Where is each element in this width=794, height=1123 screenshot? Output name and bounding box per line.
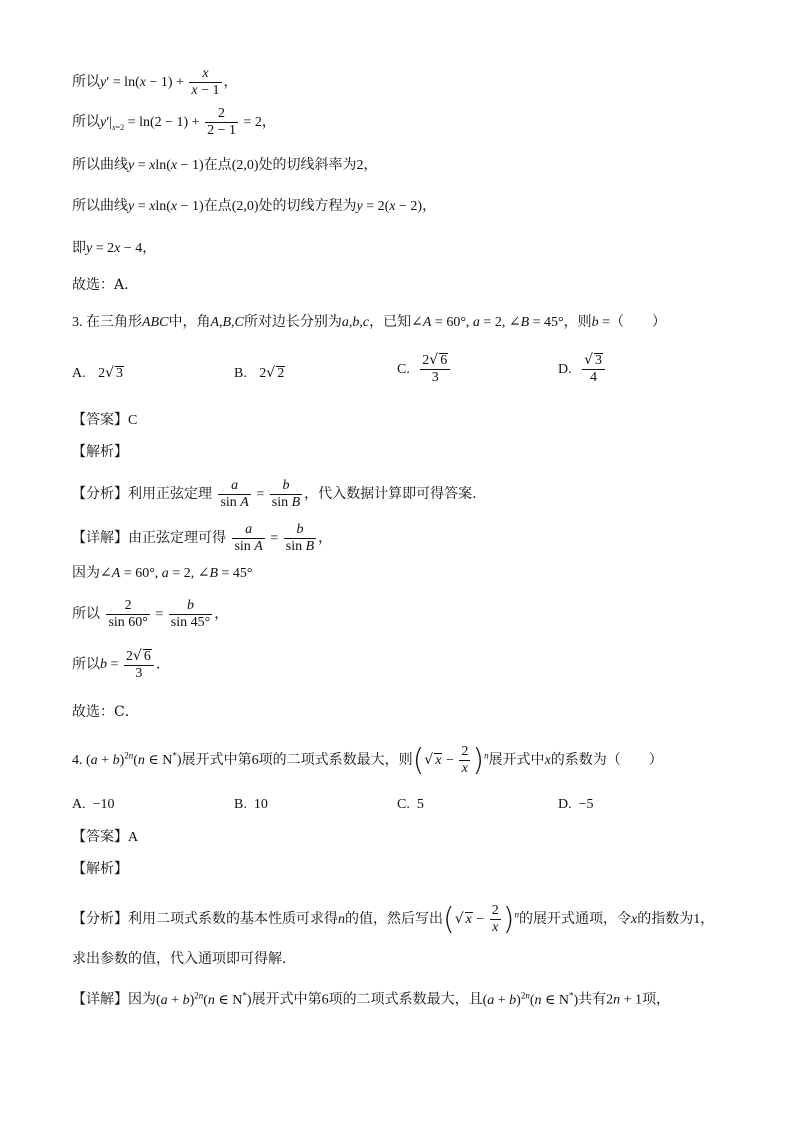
text: 展开式中第 [181, 751, 252, 768]
option-value: 5 [416, 797, 424, 812]
answer-tag: 【答案】 [72, 829, 128, 845]
option-label: D. [558, 797, 572, 812]
math: $y'|_{x=2} = \ln(2 - 1)$ + $\frac{2}{2 - 1}$ = 2 [100, 106, 262, 139]
text: 项， [642, 991, 671, 1008]
text: 项的二项式系数最大，则 [258, 751, 413, 768]
text: 展开式中第 [251, 991, 322, 1008]
text: 所对边长分别为 [243, 314, 342, 330]
text: （ ） [610, 314, 667, 330]
analysis-summary-continued: 求出参数的值，代入通项即可得解. [72, 951, 287, 967]
option-d [558, 352, 607, 386]
analysis-summary [72, 903, 714, 936]
text: 在三角形 [86, 314, 142, 330]
text: 由正弦定理可得 [128, 529, 226, 546]
option-a [72, 365, 124, 382]
math: $\frac{a}{\text{sin A}}$ = $\frac{b}{\text{sin B}}$ [220, 478, 301, 511]
answer-line [72, 830, 138, 845]
math: $(a + b)^{2n}(n$ ∈ N*) [482, 990, 579, 1008]
text: 所以曲线 [72, 198, 128, 214]
tangent-equation-line: 所以曲线y = xln(x − 1)在点(2,0)处的切线方程为y = 2(x − 2)， [72, 198, 437, 214]
answer-line [72, 413, 137, 428]
math: y = 2x − 4 [86, 241, 143, 256]
detail-tag: 【详解】 [72, 529, 128, 546]
question-number: 4. [72, 752, 86, 768]
option-a [72, 797, 115, 813]
text: ，已知 [369, 314, 412, 330]
analysis-tag: 【分析】 [72, 910, 128, 927]
option-label: B. [234, 797, 247, 812]
answer-value: A [128, 830, 139, 845]
text: 所以曲线 [72, 157, 128, 173]
text: 所以 [72, 73, 100, 90]
math: (2,0) [231, 199, 259, 214]
option-label: D. [558, 362, 572, 378]
option-b [234, 797, 268, 813]
text: 的展开式通项，令 [518, 910, 631, 927]
math: ABC [142, 315, 169, 330]
math: x [630, 911, 638, 927]
math: (√ x − $\frac{2}{x}$ )$^n$ [412, 742, 489, 778]
question-number: 3. [72, 315, 86, 330]
math: a,b,c [341, 315, 370, 330]
text: 即 [72, 240, 86, 256]
simplified-line: 即y = 2x − 4， [72, 240, 157, 256]
math: ∠A = 60°, a = 2, ∠B = 45° [411, 315, 564, 330]
math: y = xln(x − 1) [128, 199, 204, 214]
text: 6 [321, 992, 329, 1008]
option-c [397, 352, 452, 386]
analysis-heading: 【解析】 [72, 861, 128, 877]
math: n [338, 911, 345, 927]
answer-choice-line: 故选：A. [72, 277, 129, 293]
math: 2 [356, 158, 364, 173]
text: 在点 [203, 157, 232, 173]
fraction: $\frac{2}{2 - 1}$ [207, 106, 236, 139]
math: (√ x − $\frac{2}{x}$ )$^n$ [443, 901, 519, 937]
text: 利用正弦定理 [128, 485, 212, 502]
detailed-solution-line [72, 991, 670, 1008]
option-value: −5 [578, 797, 594, 812]
text: 所以 [72, 113, 100, 130]
given-values-line [72, 566, 253, 581]
text: 所以 [72, 605, 100, 622]
derivative-line: 所以y′ = ln(x − 1) + $\frac{x}{x - 1}$ ， [72, 66, 238, 99]
math: $\frac{2}{\sin 60^\circ}$ = $\frac{b}{\sin 45^\circ}$ [108, 598, 211, 631]
text: 共有 [578, 991, 607, 1008]
text: 的值，然后写出 [345, 910, 443, 927]
answer-choice-line: 故选：C． [72, 704, 139, 720]
text: 所以 [72, 656, 100, 673]
option-label: B. [234, 366, 247, 381]
math: y = xln(x − 1) [128, 158, 204, 173]
text: ， [700, 910, 715, 927]
analysis-tag: 【分析】 [72, 485, 128, 502]
text: 项的二项式系数最大，且 [328, 991, 483, 1008]
option-b [234, 365, 285, 382]
text: 展开式中 [488, 751, 545, 768]
text: 的系数为（ ） [550, 751, 663, 768]
option-label: A. [72, 797, 86, 812]
math: 2n + 1 [606, 992, 643, 1008]
text: 处的切线斜率为 [258, 157, 357, 173]
text: 的指数为 [637, 910, 694, 927]
answer-value: C [128, 413, 138, 428]
math: y′ = ln(x − 1) + $\frac{x}{x - 1}$ [100, 66, 220, 99]
math: b = $\frac{2√ 6}{3}$ [100, 657, 156, 672]
detailed-solution-line: 【详解】由正弦定理可得 $\frac{a}{\text{sin A}}$ = $\frac{b}{\text{sin B}}$ ， [72, 522, 333, 555]
text: 因为 [72, 565, 100, 581]
text: 中，角 [168, 314, 211, 330]
derivative-value-line: 所以$y'|_{x=2} = \ln(2 - 1)$ + $\frac{2}{2 - 1}$ = 2， [72, 106, 276, 139]
math: y = 2(x − 2) [356, 199, 423, 214]
math: A,B,C [210, 315, 244, 330]
option-value: −10 [92, 797, 115, 812]
fraction: $\frac{√ 3}{4}$ [582, 352, 605, 386]
detail-tag: 【详解】 [72, 991, 128, 1008]
option-d [558, 797, 594, 813]
answer-tag: 【答案】 [72, 412, 128, 428]
text: ，则 [563, 314, 592, 330]
text: 在点 [203, 198, 232, 214]
fraction: $\frac{x}{x - 1}$ [191, 66, 220, 99]
text: 1 [693, 911, 701, 927]
text: 利用二项式系数的基本性质可求得 [128, 910, 338, 927]
option-label: C. [397, 797, 410, 812]
question-4-stem [72, 744, 663, 777]
math: $(a + b)^{2n}(n$ ∈ N*) [86, 750, 182, 768]
question-3-stem [72, 315, 666, 330]
text: 处的切线方程为 [258, 198, 357, 214]
analysis-heading: 【解析】 [72, 444, 128, 460]
result-line: 所以b = $\frac{2√ 6}{3}$ . [72, 648, 161, 682]
option-label: C. [397, 362, 410, 378]
math: (2,0) [231, 158, 259, 173]
option-label: A. [72, 366, 86, 381]
math: ∠A = 60°, a = 2, ∠B = 45° [100, 566, 253, 581]
substitution-line: 所以 $\frac{2}{\sin 60^\circ}$ = $\frac{b}{\sin 45^\circ}$ ， [72, 598, 229, 631]
slope-line: 所以曲线y = xln(x − 1)在点(2,0)处的切线斜率为2， [72, 157, 378, 173]
text: 6 [251, 752, 259, 768]
math: $(a + b)^{2n}(n$ ∈ N*) [156, 990, 252, 1008]
fraction: $\frac{2√ 6}{3}$ [420, 352, 450, 386]
text: ，代入数据计算即可得答案． [304, 485, 487, 502]
math: b = [591, 315, 611, 330]
option-value: 10 [253, 797, 268, 812]
text: 因为 [128, 991, 156, 1008]
option-c [397, 797, 424, 813]
analysis-summary [72, 478, 486, 511]
math: 2√ 3 [98, 365, 123, 381]
math: x [544, 752, 551, 768]
math: 2√ 2 [259, 365, 285, 381]
math: $\frac{a}{\text{sin A}}$ = $\frac{b}{\text{sin B}}$ [234, 522, 315, 555]
